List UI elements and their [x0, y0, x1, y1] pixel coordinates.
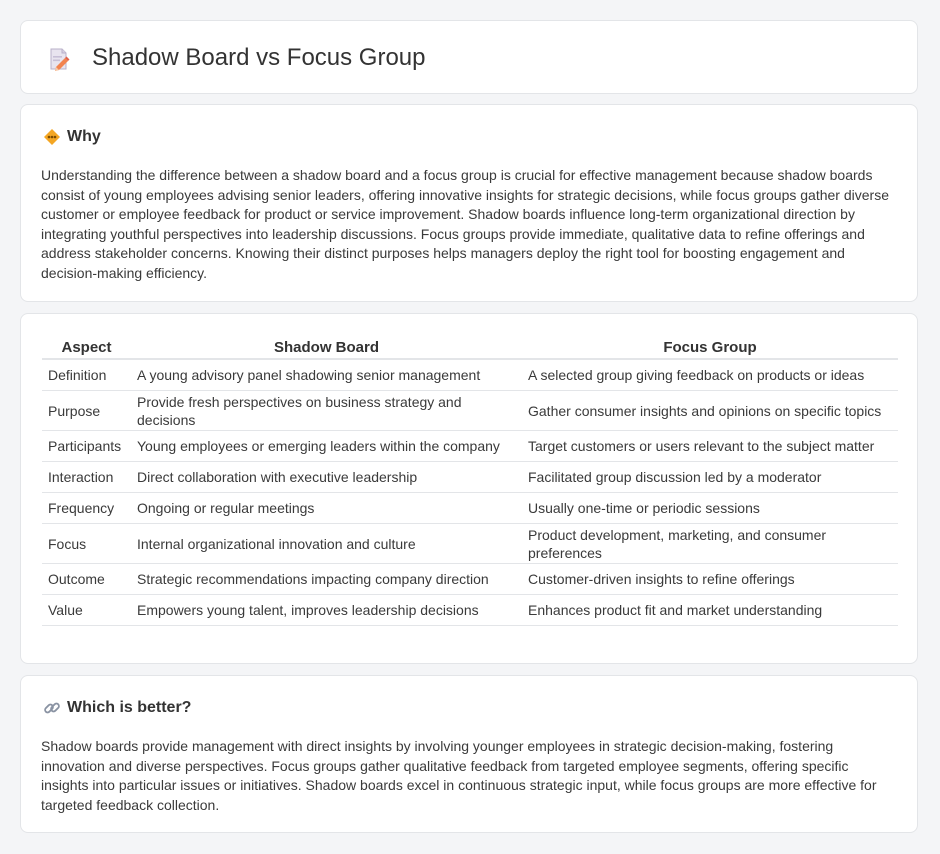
shadow-board-cell: Direct collaboration with executive leadership [131, 462, 522, 493]
comparison-section [20, 313, 918, 664]
why-title: Why [67, 128, 101, 145]
table-row [42, 359, 898, 391]
table-row [42, 431, 898, 462]
shadow-board-cell: A young advisory panel shadowing senior management [131, 359, 522, 391]
shadow-board-cell: Internal organizational innovation and culture [131, 524, 522, 564]
column-header-focus-group: Focus Group [522, 336, 898, 359]
why-section [20, 104, 918, 302]
shadow-board-cell: Ongoing or regular meetings [131, 493, 522, 524]
why-heading [43, 127, 101, 147]
table-row [42, 524, 898, 564]
focus-group-cell: A selected group giving feedback on products or ideas [522, 359, 898, 391]
document-pencil-icon [48, 47, 70, 71]
column-header-aspect: Aspect [42, 336, 131, 359]
aspect-cell: Participants [42, 431, 131, 462]
table-row [42, 595, 898, 626]
table-header-row [42, 336, 898, 359]
better-text: Shadow boards provide management with direct insights by involving younger employees in strategic decision-making, fostering innovation and diverse perspectives. Focus groups gather qualitative feedback from targeted employee segments, offering specific insights into particular issues or initiatives. Shadow boards excel in continuous strategic input, while focus groups are more effective for targeted feedback collection. [41, 738, 877, 813]
table-row [42, 391, 898, 431]
aspect-cell: Value [42, 595, 131, 626]
focus-group-cell: Facilitated group discussion led by a moderator [522, 462, 898, 493]
shadow-board-cell: Strategic recommendations impacting company direction [131, 564, 522, 595]
focus-group-cell: Usually one-time or periodic sessions [522, 493, 898, 524]
diamond-sign-icon [43, 128, 61, 146]
focus-group-cell: Enhances product fit and market understanding [522, 595, 898, 626]
page-title: Shadow Board vs Focus Group [92, 44, 426, 71]
table-row [42, 462, 898, 493]
why-text: Understanding the difference between a shadow board and a focus group is crucial for effective management because shadow boards consist of young employees advising senior leaders, offering innovative insights for strategic decisions, while focus groups gather diverse customer or employee feedback for product or service improvement. Shadow boards influence long-term organizational direction by integrating youthful perspectives into leadership discussions. Focus groups provide immediate, qualitative data to refine offerings and address stakeholder concerns. Knowing their distinct purposes helps managers deploy the right tool for boosting engagement and decision-making efficiency. [41, 167, 889, 281]
shadow-board-cell: Empowers young talent, improves leadership decisions [131, 595, 522, 626]
shadow-board-cell: Young employees or emerging leaders within the company [131, 431, 522, 462]
aspect-cell: Interaction [42, 462, 131, 493]
better-heading [43, 698, 191, 718]
shadow-board-cell: Provide fresh perspectives on business strategy and decisions [131, 391, 522, 431]
table-row [42, 493, 898, 524]
aspect-cell: Outcome [42, 564, 131, 595]
table-row [42, 564, 898, 595]
title-card [20, 20, 918, 94]
link-icon [43, 699, 61, 717]
column-header-shadow-board: Shadow Board [131, 336, 522, 359]
focus-group-cell: Gather consumer insights and opinions on specific topics [522, 391, 898, 431]
which-is-better-section [20, 675, 918, 833]
aspect-cell: Definition [42, 359, 131, 391]
aspect-cell: Focus [42, 524, 131, 564]
aspect-cell: Frequency [42, 493, 131, 524]
focus-group-cell: Target customers or users relevant to the subject matter [522, 431, 898, 462]
better-title: Which is better? [67, 699, 192, 716]
comparison-table [42, 336, 898, 626]
aspect-cell: Purpose [42, 391, 131, 431]
focus-group-cell: Customer-driven insights to refine offerings [522, 564, 898, 595]
focus-group-cell: Product development, marketing, and consumer preferences [522, 524, 898, 564]
